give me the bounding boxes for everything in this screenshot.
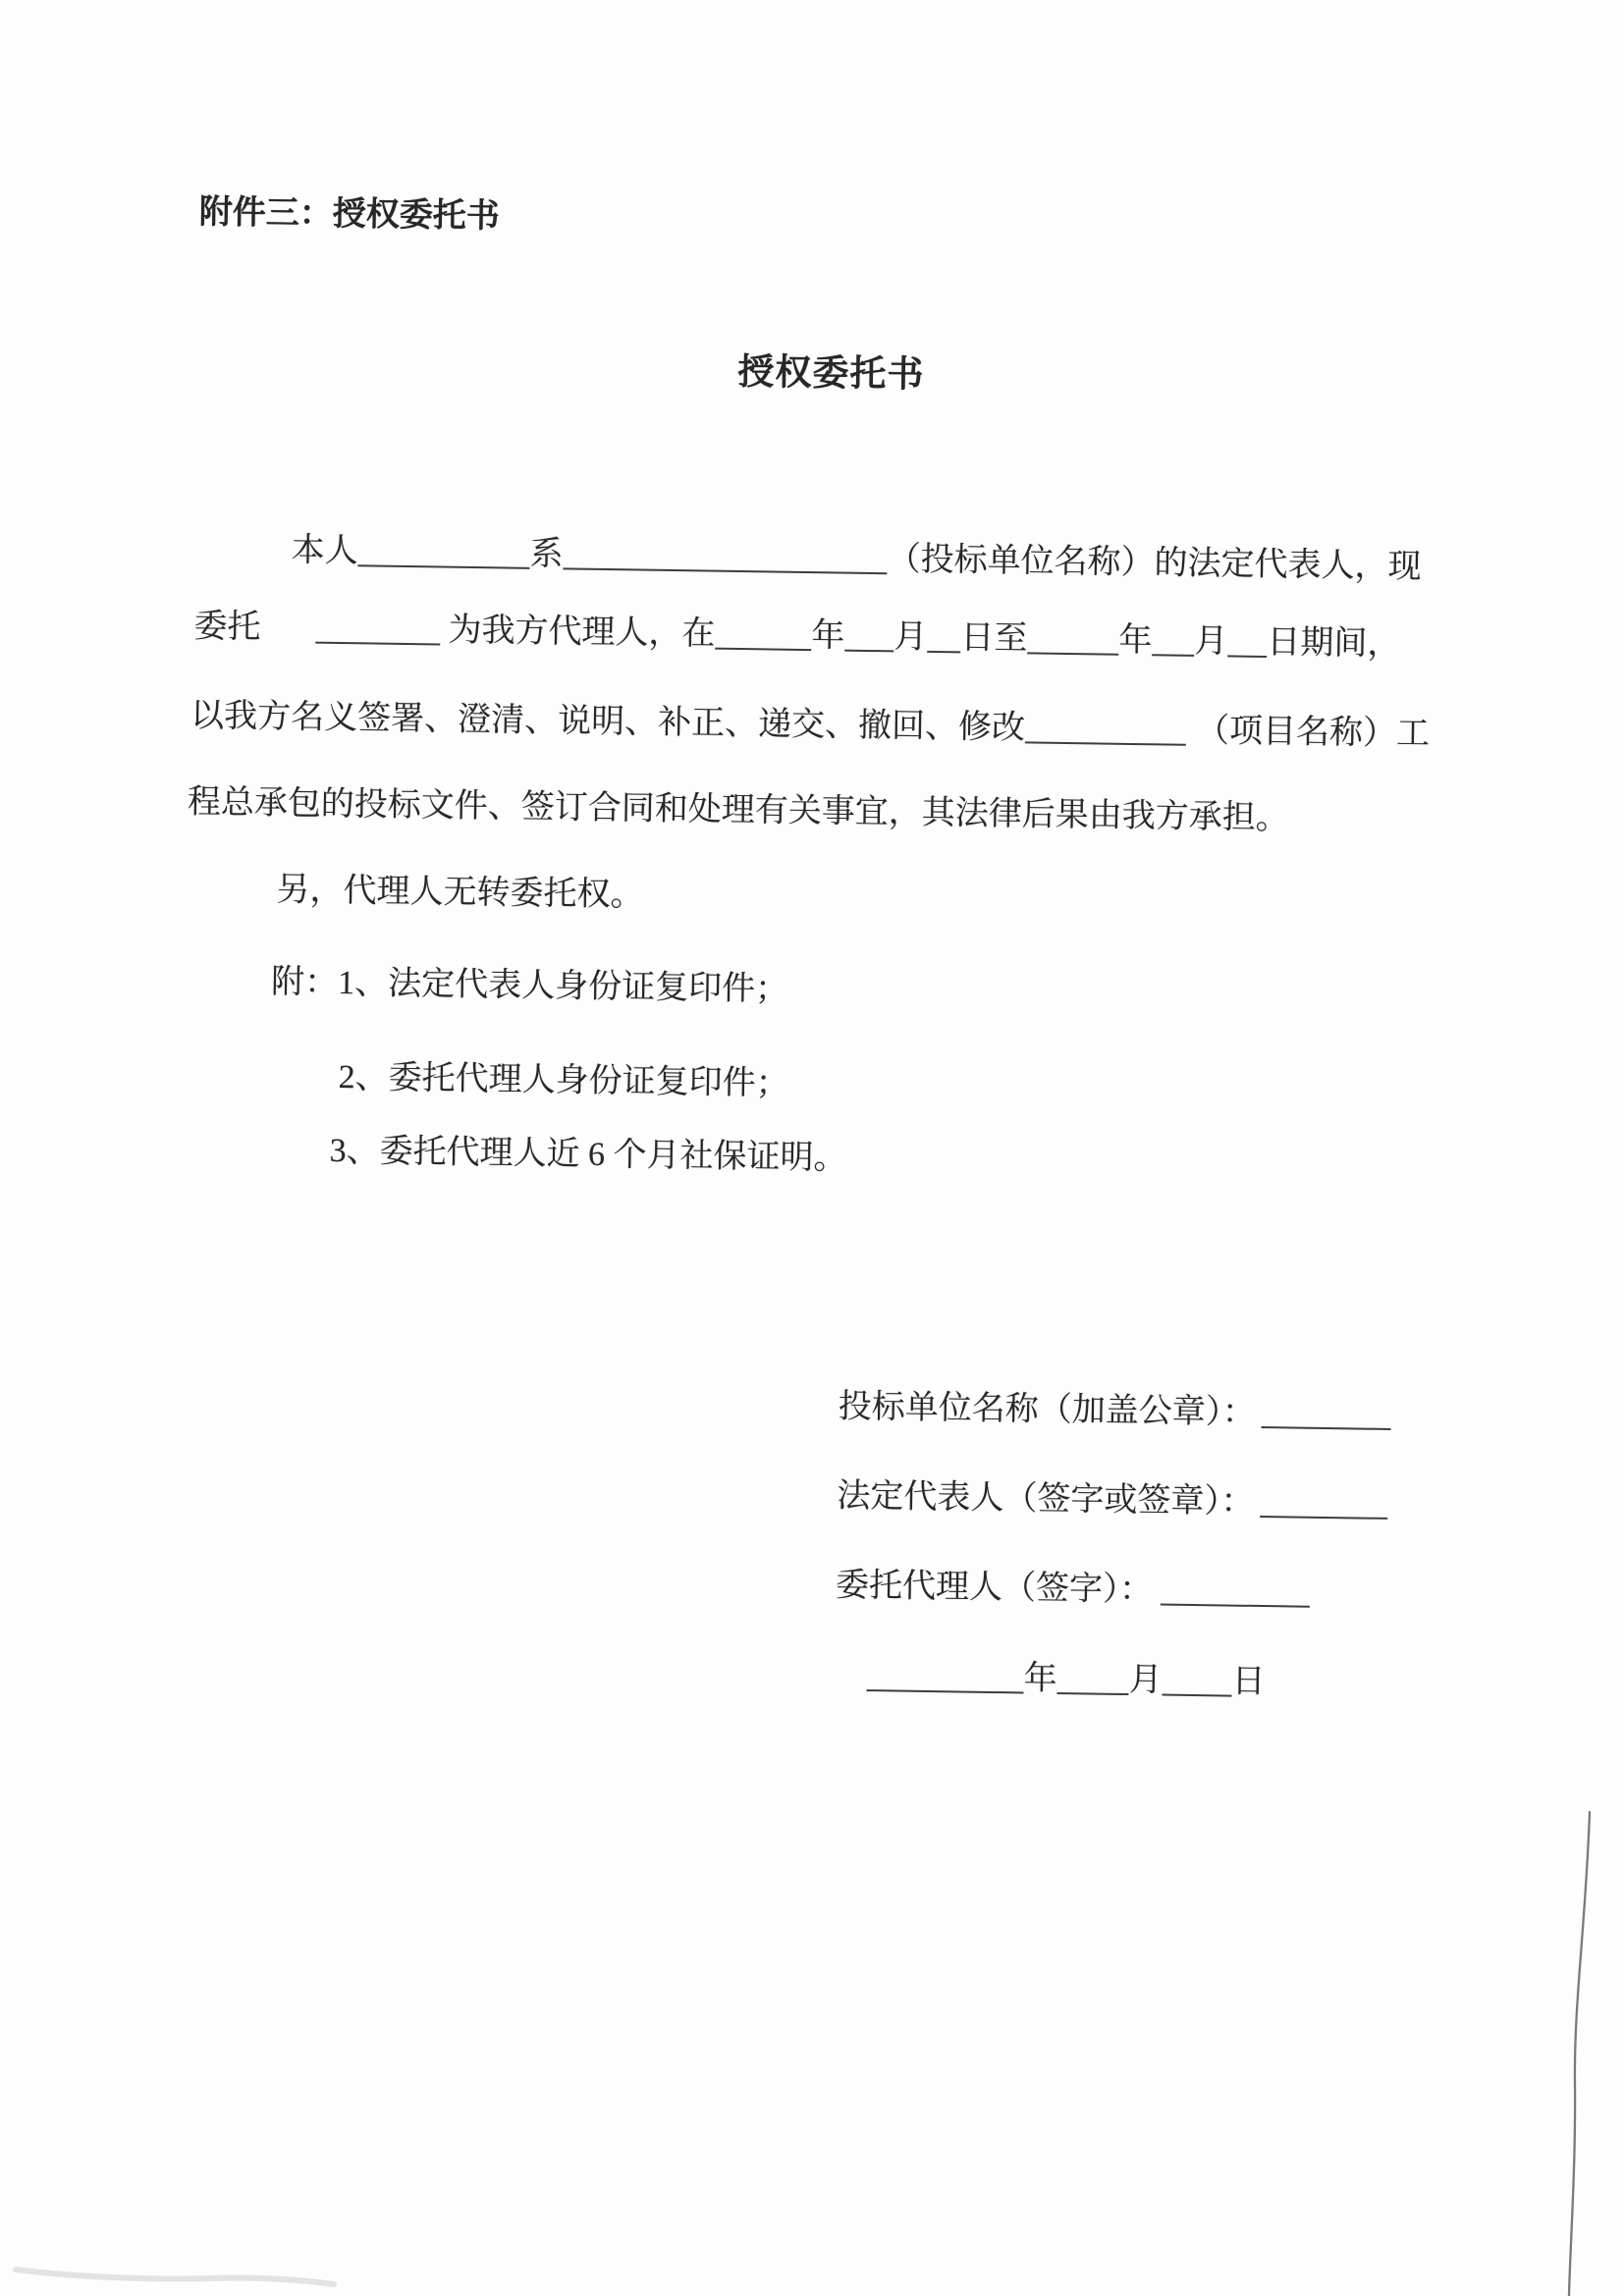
form-blank-underline bbox=[1162, 1682, 1231, 1697]
text-segment: （项目名称）工 bbox=[1195, 712, 1431, 753]
form-blank-underline bbox=[715, 636, 811, 651]
form-blank-underline bbox=[315, 630, 440, 646]
form-blank-underline bbox=[927, 639, 960, 654]
signature-legal-rep-line bbox=[837, 1474, 1388, 1527]
text-segment: 程总承包的投标文件、签订合同和处理有关事宜，其法律后果由我方承担。 bbox=[187, 783, 1290, 837]
signature-agent-line bbox=[836, 1564, 1311, 1616]
spacer bbox=[1186, 739, 1196, 741]
form-blank-underline bbox=[1152, 642, 1194, 657]
text-segment: 日期间， bbox=[1267, 624, 1401, 664]
text-segment: 年 bbox=[811, 617, 845, 655]
text-segment: 3、委托代理人近 6 个月社保证明。 bbox=[329, 1132, 847, 1177]
attachment-item-3 bbox=[329, 1129, 847, 1182]
text-segment: 日 bbox=[1231, 1663, 1266, 1701]
text-segment: 委托代理人（签字）： bbox=[835, 1567, 1154, 1609]
form-blank-underline bbox=[844, 638, 893, 653]
text-segment: 月 bbox=[1194, 622, 1228, 661]
text-segment: 以我方名义签署、澄清、说明、补正、递交、撤回、修改 bbox=[189, 697, 1026, 747]
signature-date-line bbox=[866, 1654, 1266, 1705]
text-segment: 委托 bbox=[193, 608, 261, 646]
body-line-4 bbox=[188, 780, 1290, 842]
attachment-label: 附件三：授权委托书 bbox=[198, 193, 501, 236]
text-segment: 附：1、法定代表人身份证复印件； bbox=[270, 963, 789, 1008]
note-line bbox=[276, 868, 644, 919]
text-segment: 年 bbox=[1118, 621, 1153, 660]
text-segment: 月 bbox=[1128, 1662, 1163, 1699]
body-line-3 bbox=[190, 694, 1431, 758]
form-blank-underline bbox=[1262, 1415, 1391, 1430]
text-segment: 年 bbox=[1023, 1660, 1057, 1697]
form-blank-underline bbox=[563, 556, 887, 574]
signature-company-line bbox=[838, 1385, 1391, 1438]
text-segment: 本人 bbox=[291, 532, 358, 570]
spacer bbox=[1153, 1598, 1161, 1600]
text-segment: 法定代表人（签字或签章）： bbox=[837, 1477, 1255, 1521]
text-segment: 月 bbox=[893, 618, 928, 656]
form-blank-underline bbox=[1227, 643, 1267, 658]
form-blank-underline bbox=[866, 1678, 1023, 1693]
form-blank-underline bbox=[1260, 1504, 1387, 1520]
form-blank-underline bbox=[1027, 640, 1118, 655]
text-segment: 投标单位名称（加盖公章）： bbox=[838, 1388, 1257, 1431]
attachment-item-2 bbox=[338, 1055, 789, 1107]
text-segment: 为我方代理人，在 bbox=[448, 612, 716, 653]
page-title: 授权委托书 bbox=[737, 351, 925, 396]
attachments-intro-line bbox=[271, 960, 789, 1013]
form-blank-underline bbox=[1056, 1681, 1128, 1695]
form-blank-underline bbox=[1161, 1592, 1310, 1608]
text-segment: 另，代理人无转委托权。 bbox=[276, 872, 644, 914]
form-blank-underline bbox=[1025, 729, 1186, 745]
spacer bbox=[440, 639, 448, 641]
body-line-2 bbox=[193, 605, 1401, 667]
text-segment: 2、委托代理人身份证复印件； bbox=[338, 1059, 789, 1102]
text-segment: 日至 bbox=[960, 619, 1028, 658]
text-segment: 系 bbox=[529, 535, 564, 573]
text-segment: （投标单位名称）的法定代表人，现 bbox=[887, 541, 1422, 586]
spacer bbox=[260, 636, 315, 639]
form-blank-underline bbox=[357, 553, 529, 569]
body-line-1 bbox=[291, 528, 1422, 590]
